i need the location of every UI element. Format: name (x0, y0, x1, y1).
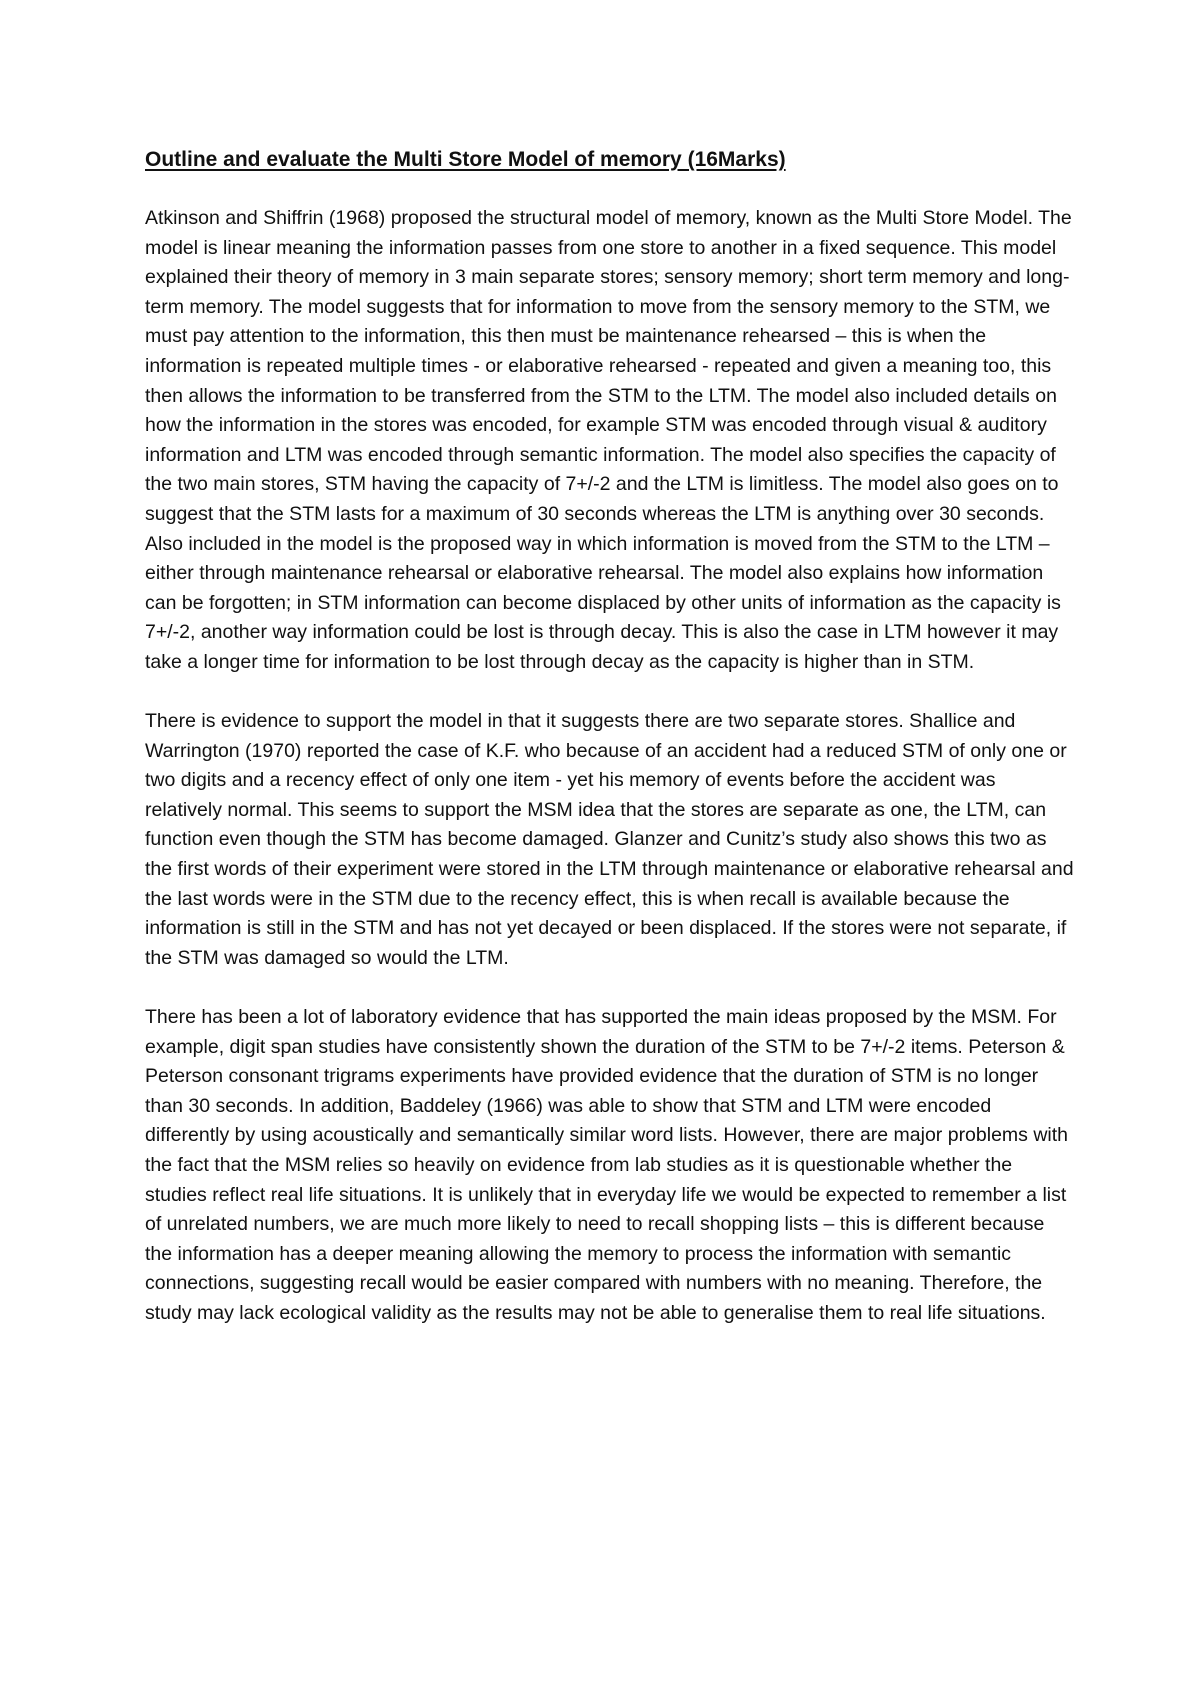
paragraph-evidence-separate-stores: There is evidence to support the model in that it suggests there are two separate stores. Shallice and Warrington (1970) reported the case of K.F. who because of an accident had a reduced STM of only one or two digits and a recency effect of only one item - yet his memory of events before the accident was relatively normal. This seems to support the MSM idea that the stores are separate as one, the LTM, can function even though the STM has become damaged. Glanzer and Cunitz’s study also shows this two as the first words of their experiment were stored in the LTM through maintenance or elaborative rehearsal and the last words were in the STM due to the recency effect, this is when recall is available because the information is still in the STM and has not yet decayed or been displaced. If the stores were not separate, if the STM was damaged so would the LTM. (145, 710, 1074, 969)
paragraph-laboratory-evidence: There has been a lot of laboratory evidence that has supported the main ideas proposed by the MSM. For example, digit span studies have consistently shown the duration of the STM to be 7+/-2 items. Peterson & Peterson consonant trigrams experiments have provided evidence that the duration of STM is no longer than 30 seconds. In addition, Baddeley (1966) was able to show that STM and LTM were encoded differently by using acoustically and semantically similar word lists. However, there are major problems with the fact that the MSM relies so heavily on evidence from lab studies as it is questionable whether the studies reflect real life situations. It is unlikely that in everyday life we would be expected to remember a list of unrelated numbers, we are much more likely to need to recall shopping lists – this is different because the information has a deeper meaning allowing the memory to process the information with semantic connections, suggesting recall would be easier compared with numbers with no meaning. Therefore, the study may lack ecological validity as the results may not be able to generalise them to real life situations. (145, 1006, 1069, 1324)
paragraph-outline: Atkinson and Shiffrin (1968) proposed the structural model of memory, known as the Multi Store Model. The model is linear meaning the information passes from one store to another in a fixed sequence. This model explained their theory of memory in 3 main separate stores; sensory memory; short term memory and long-term memory. The model suggests that for information to move from the sensory memory to the STM, we must pay attention to the information, this then must be maintenance rehearsed – this is when the information is repeated multiple times - or elaborative rehearsed - repeated and given a meaning too, this then allows the information to be transferred from the STM to the LTM. The model also included details on how the information in the stores was encoded, for example STM was encoded through visual & auditory information and LTM was encoded through semantic information. The model also specifies the capacity of the two main stores, STM having the capacity of 7+/-2 and the LTM is limitless. The model also goes on to suggest that the STM lasts for a maximum of 30 seconds whereas the LTM is anything over 30 seconds. Also included in the model is the proposed way in which information is moved from the STM to the LTM – either through maintenance rehearsal or elaborative rehearsal. The model also explains how information can be forgotten; in STM information can become displaced by other units of information as the capacity is 7+/-2, another way information could be lost is through decay. This is also the case in LTM however it may take a longer time for information to be lost through decay as the capacity is higher than in STM. (145, 207, 1072, 673)
document-title: Outline and evaluate the Multi Store Model of memory (16Marks) (145, 148, 786, 171)
document-body (145, 145, 1075, 1358)
